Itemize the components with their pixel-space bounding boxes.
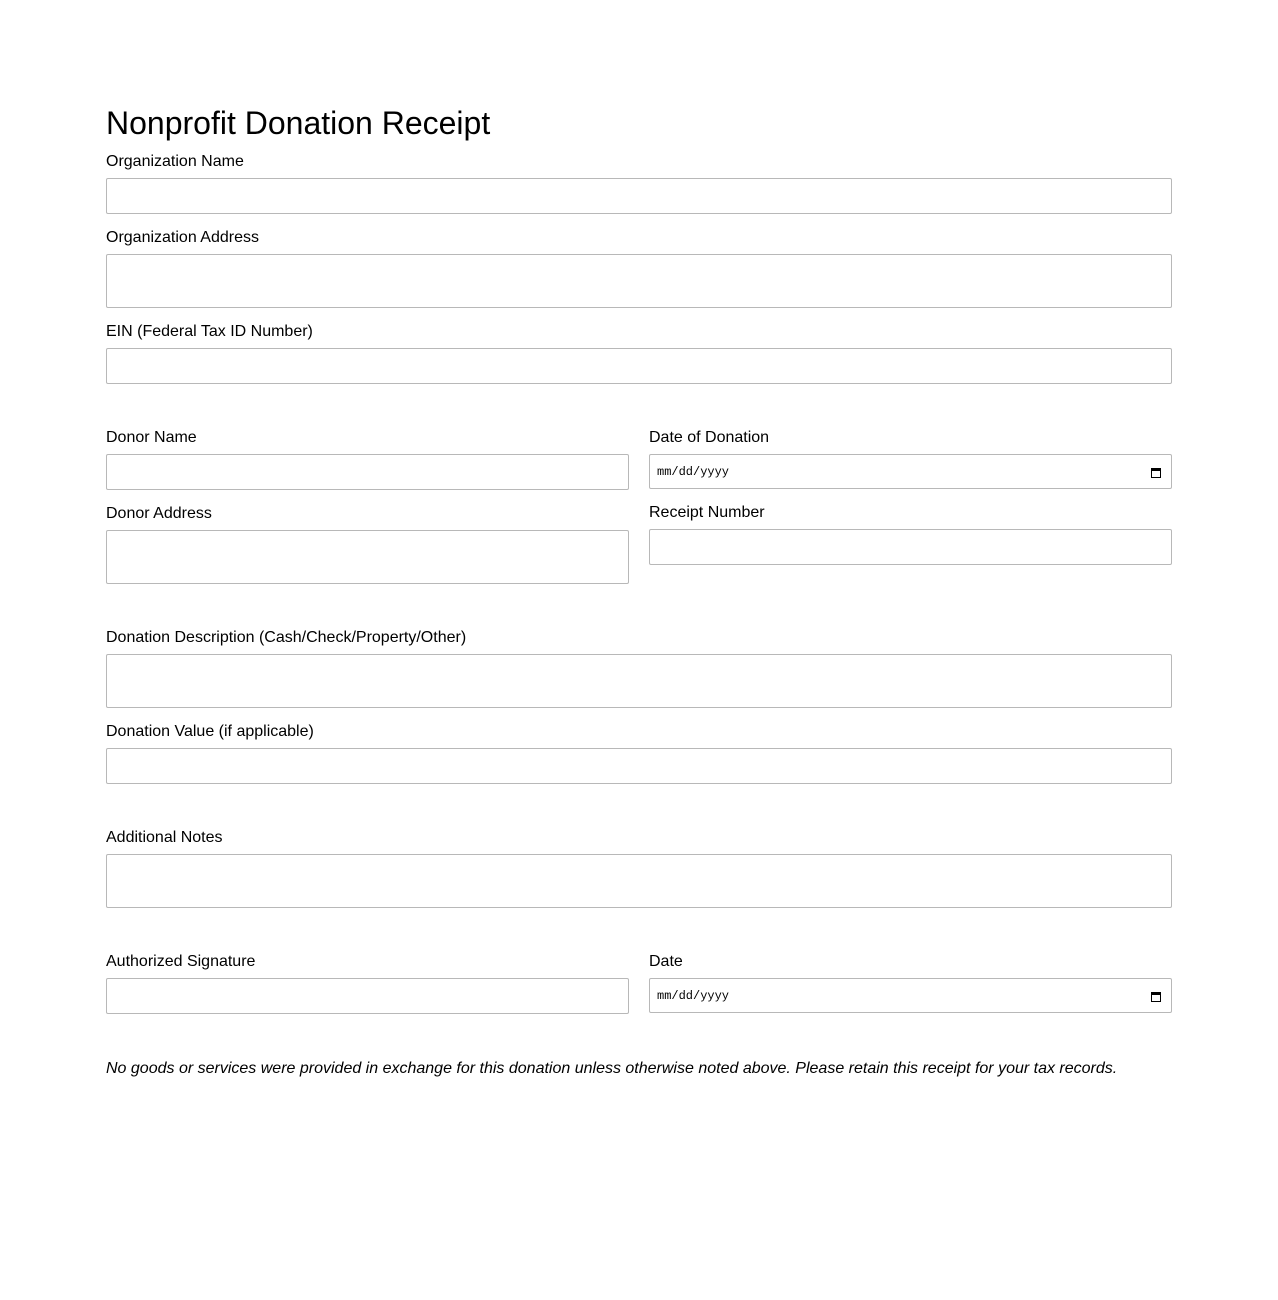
signature-date-label: Date — [649, 953, 683, 970]
authorized-signature-input[interactable] — [106, 978, 629, 1014]
donor-name-label: Donor Name — [106, 429, 197, 446]
receipt-number-input[interactable] — [649, 529, 1172, 565]
ein-label: EIN (Federal Tax ID Number) — [106, 323, 313, 340]
tax-disclaimer-note: No goods or services were provided in exchange for this donation unless otherwise noted above. Please retain this receipt for your tax records. — [106, 1060, 1118, 1077]
org-address-textarea[interactable] — [106, 254, 1172, 308]
donation-date-input[interactable] — [649, 454, 1172, 489]
donor-address-textarea[interactable] — [106, 530, 629, 584]
donation-description-label: Donation Description (Cash/Check/Property/Other) — [106, 629, 467, 646]
donor-name-input[interactable] — [106, 454, 629, 490]
calendar-icon[interactable] — [1151, 990, 1162, 1001]
authorized-signature-label: Authorized Signature — [106, 953, 256, 970]
org-address-label: Organization Address — [106, 229, 259, 246]
page-title: Nonprofit Donation Receipt — [106, 105, 491, 141]
ein-input[interactable] — [106, 348, 1172, 384]
signature-date-input[interactable] — [649, 978, 1172, 1013]
org-name-input[interactable] — [106, 178, 1172, 214]
org-name-label: Organization Name — [106, 153, 244, 170]
additional-notes-textarea[interactable] — [106, 854, 1172, 908]
donation-date-label: Date of Donation — [649, 429, 770, 446]
donation-value-label: Donation Value (if applicable) — [106, 723, 314, 740]
donation-description-textarea[interactable] — [106, 654, 1172, 708]
calendar-icon[interactable] — [1151, 466, 1162, 477]
donation-value-input[interactable] — [106, 748, 1172, 784]
date-placeholder: mm/dd/yyyy — [657, 988, 730, 1003]
donor-address-label: Donor Address — [106, 505, 212, 522]
receipt-number-label: Receipt Number — [649, 504, 765, 521]
date-placeholder: mm/dd/yyyy — [657, 464, 730, 479]
additional-notes-label: Additional Notes — [106, 829, 223, 846]
